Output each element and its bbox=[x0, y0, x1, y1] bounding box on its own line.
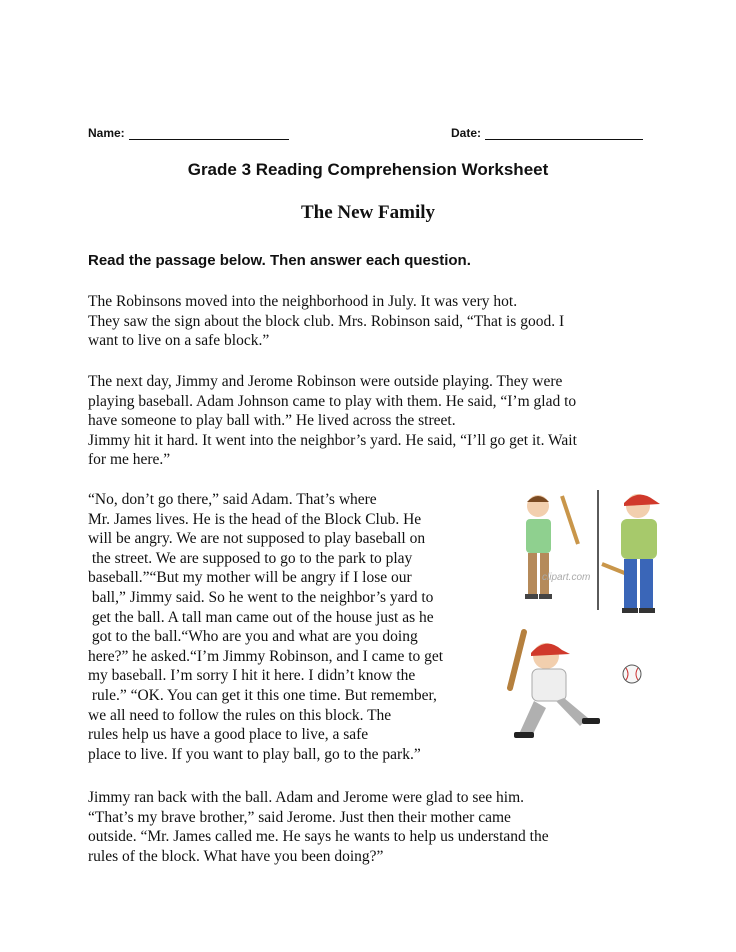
passage-paragraph-3: “No, don’t go there,” said Adam. That’s where Mr. James lives. He is the head of the Block Club. He will be angry. We are not supposed to play baseball on the street. We are supposed to go to the park to play baseball.”“But my mother will be angry if I lose our ball,” Jimmy said. So he went to the neighbor’s yard to get the ball. A tall man came out of the house just as he got to the ball.“Who are you and what are you doing here?” he asked.“I’m Jimmy Robinson, and I came to get my baseball. I’m sorry I hit it here. I didn’t know the rule.” “OK. You can get it this one time. But remember, we all need to follow the rules on this block. The rules help us have a good place to live, a safe place to live. If you want to play ball, go to the park.” bbox=[88, 491, 444, 763]
passage-paragraph-2: The next day, Jimmy and Jerome Robinson were outside playing. They were playing baseball. Adam Johnson came to play with them. He said, “I’m glad to have someone to play ball with.” He lived across the street. Jimmy hit it hard. It went into the neighbor’s yard. He said, “I’ll go get it. Wait for me here.” bbox=[88, 373, 577, 469]
baseball-kids-clipart-icon bbox=[500, 486, 690, 756]
clipart-watermark: clipart.com bbox=[542, 572, 591, 583]
worksheet-title: Grade 3 Reading Comprehension Worksheet bbox=[187, 160, 549, 179]
name-blank-line[interactable] bbox=[129, 127, 289, 140]
batting-boy-figure bbox=[510, 632, 600, 738]
name-field[interactable] bbox=[88, 126, 289, 140]
instructions: Read the passage below. Then answer each question. bbox=[88, 252, 471, 269]
date-blank-line[interactable] bbox=[485, 127, 643, 140]
passage-paragraph-4: Jimmy ran back with the ball. Adam and Jerome were glad to see him. “That’s my brave brother,” said Jerome. Just then their mother came outside. “Mr. James called me. He says he wants to help us understand the rules of the block. What have you been doing?” bbox=[88, 789, 549, 865]
date-field[interactable] bbox=[451, 126, 643, 140]
name-label: Name: bbox=[88, 126, 125, 140]
baseball-icon bbox=[623, 665, 641, 683]
date-label: Date: bbox=[451, 126, 482, 140]
passage-paragraph-1: The Robinsons moved into the neighborhood in July. It was very hot. They saw the sign about the block club. Mrs. Robinson said, “That is good. I want to live on a safe block.” bbox=[88, 293, 565, 350]
boy-with-cap-figure bbox=[602, 494, 660, 613]
boy-with-bat-figure bbox=[525, 495, 578, 599]
story-title: The New Family bbox=[300, 202, 436, 223]
